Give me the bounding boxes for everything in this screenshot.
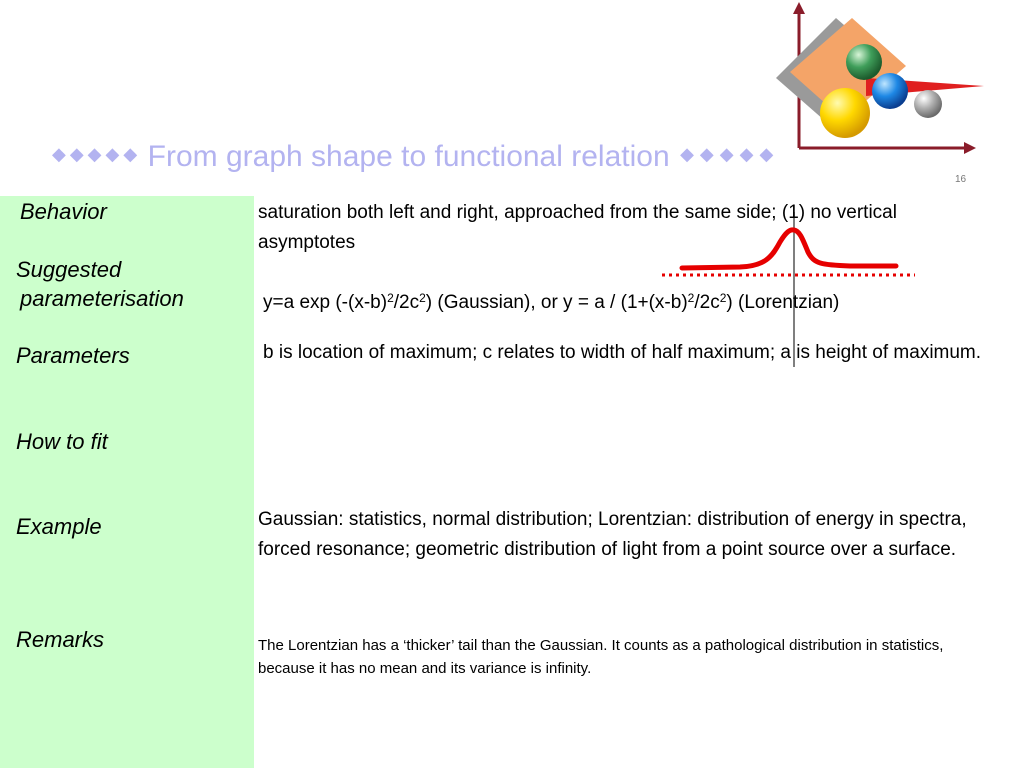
slide-title bbox=[52, 140, 932, 184]
formula-exp-4: 2 bbox=[719, 291, 727, 305]
label-how-to-fit: How to fit bbox=[16, 429, 108, 454]
parameters-text: b is location of maximum; c relates to width of half maximum; a is height of maximum. bbox=[263, 342, 982, 363]
graph-spheres-logo-icon bbox=[766, 0, 996, 160]
behavior-text: saturation both left and right, approached from the same side; (1) no vertical asymptotes bbox=[258, 202, 897, 253]
title-text: From graph shape to functional relation bbox=[147, 140, 670, 173]
example-text: Gaussian: statistics, normal distribution; Lorentzian: distribution of energy in spectra, forced resonance; geometric distribution of light from a point source over a surface. bbox=[258, 509, 967, 560]
parameterisation-formula bbox=[263, 288, 1003, 318]
label-remarks: Remarks bbox=[16, 627, 105, 652]
label-behavior: Behavior bbox=[20, 199, 107, 224]
formula-exp-3: 2 bbox=[687, 291, 695, 305]
formula-exp-1: 2 bbox=[387, 291, 394, 305]
label-example: Example bbox=[16, 514, 102, 539]
page-number: 16 bbox=[955, 174, 967, 185]
title-right-diamonds: ◆◆◆◆◆ bbox=[680, 144, 780, 164]
formula-exp-2: 2 bbox=[419, 291, 426, 305]
formula-part-5: ) (Lorentzian) bbox=[726, 292, 840, 313]
label-parameterisation: parameterisation bbox=[20, 286, 184, 311]
title-left-diamonds: ◆◆◆◆◆ bbox=[52, 144, 142, 164]
label-suggested: Suggested bbox=[16, 257, 122, 282]
remarks-text: The Lorentzian has a ‘thicker’ tail than the Gaussian. It counts as a pathological distribution in statistics, because it has no mean and its variance is infinity. bbox=[258, 637, 944, 677]
formula-part-1: y=a exp (-(x-b) bbox=[263, 292, 388, 313]
formula-part-4: /2c bbox=[694, 292, 720, 313]
formula-part-3: ) (Gaussian), or y = a / (1+(x-b) bbox=[425, 292, 688, 313]
formula-part-2: /2c bbox=[393, 292, 420, 313]
label-parameters: Parameters bbox=[16, 343, 130, 368]
